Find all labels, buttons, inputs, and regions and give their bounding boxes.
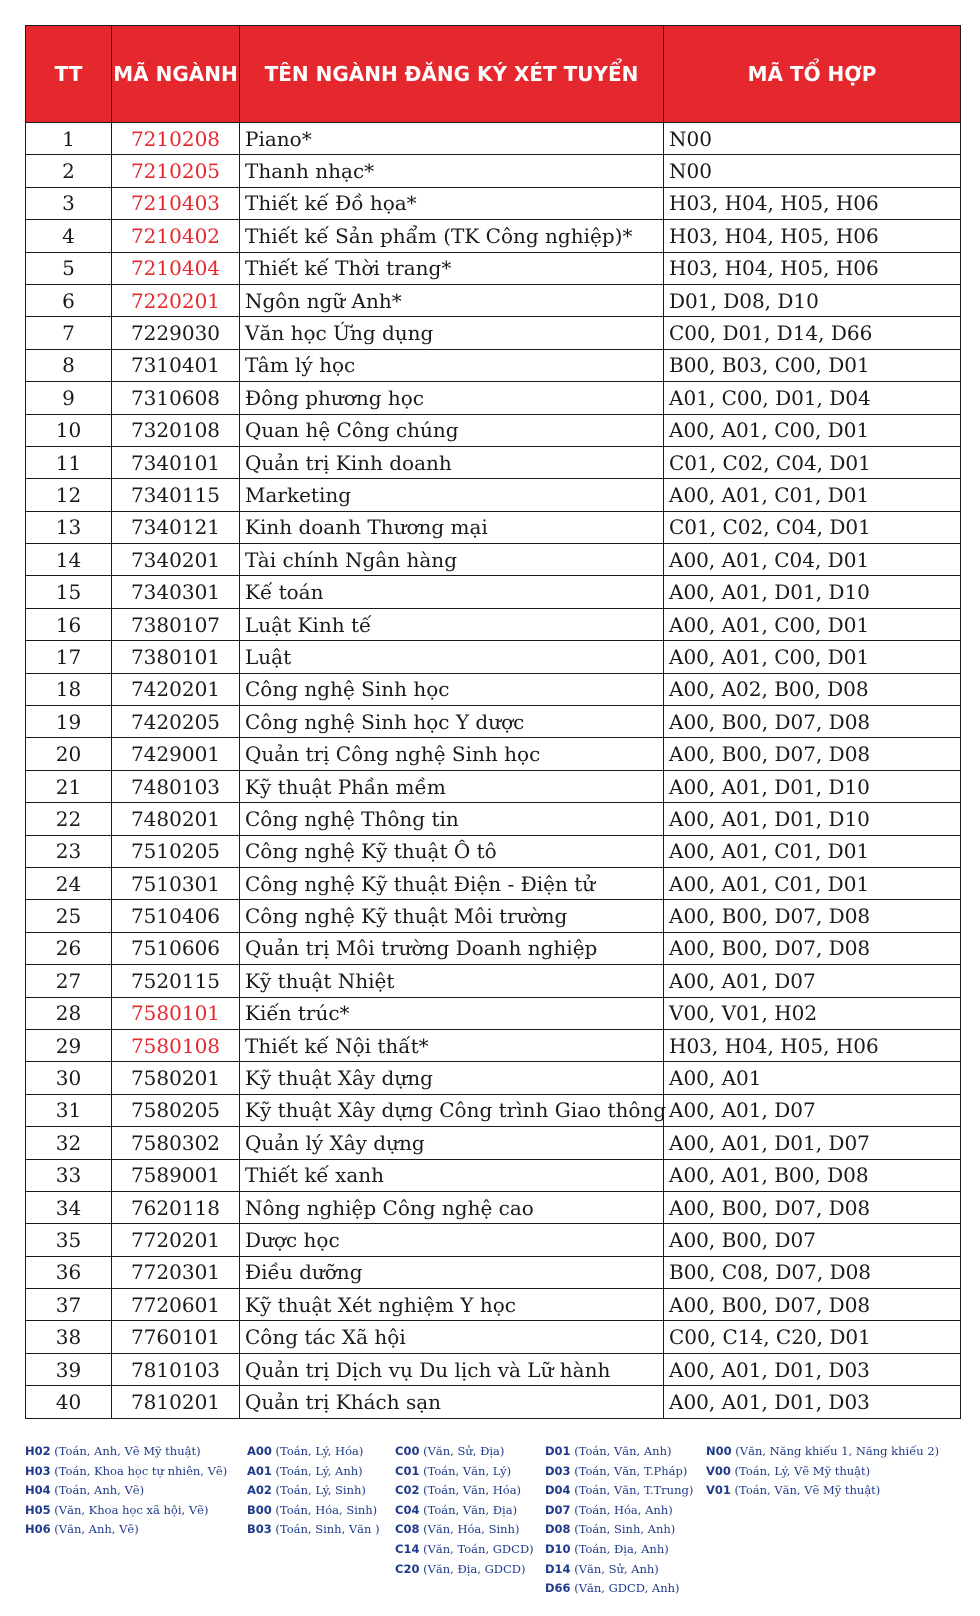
legend-code: C02 xyxy=(395,1483,420,1498)
major-code: 7229030 xyxy=(112,317,240,349)
legend-code: C04 xyxy=(395,1502,420,1517)
legend-item xyxy=(545,1520,693,1540)
table-row xyxy=(26,1094,961,1126)
table-row xyxy=(26,706,961,738)
major-name: Tâm lý học xyxy=(240,349,664,381)
major-name: Kỹ thuật Nhiệt xyxy=(240,965,664,997)
legend-description: (Toán, Khoa học tự nhiên, Vẽ) xyxy=(50,1463,228,1478)
major-name: Quản trị Kinh doanh xyxy=(240,446,664,478)
row-number: 3 xyxy=(26,187,112,219)
major-code: 7580201 xyxy=(112,1062,240,1094)
major-code: 7340101 xyxy=(112,446,240,478)
combination-codes: H03, H04, H05, H06 xyxy=(664,252,961,284)
legend-code: D07 xyxy=(545,1502,571,1517)
table-row xyxy=(26,1062,961,1094)
legend-description: (Toán, Hóa, Sinh) xyxy=(271,1502,378,1517)
legend-item xyxy=(395,1501,534,1521)
legend-description: (Toán, Hóa, Anh) xyxy=(570,1502,673,1517)
legend-code: D08 xyxy=(545,1522,571,1537)
legend-item xyxy=(247,1462,380,1482)
row-number: 28 xyxy=(26,997,112,1029)
major-code: 7760101 xyxy=(112,1321,240,1353)
legend-code: C00 xyxy=(395,1444,420,1458)
major-code: 7720601 xyxy=(112,1289,240,1321)
row-number: 40 xyxy=(26,1386,112,1418)
legend-description: (Toán, Anh, Vẽ) xyxy=(50,1483,145,1498)
table-row xyxy=(26,770,961,802)
table-body xyxy=(26,123,961,1419)
major-name: Piano* xyxy=(240,123,664,155)
major-code: 7580101 xyxy=(112,997,240,1029)
table-row xyxy=(26,123,961,155)
table-row xyxy=(26,511,961,543)
legend-code: H04 xyxy=(25,1483,51,1498)
legend-description: (Toán, Lý, Sinh) xyxy=(271,1483,366,1498)
major-name: Thiết kế Nội thất* xyxy=(240,1029,664,1061)
legend-item xyxy=(545,1462,693,1482)
major-code: 7210208 xyxy=(112,123,240,155)
major-code: 7510406 xyxy=(112,900,240,932)
table-row xyxy=(26,1321,961,1353)
combination-codes: D01, D08, D10 xyxy=(664,284,961,316)
major-code: 7480103 xyxy=(112,770,240,802)
combination-codes: A00, B00, D07, D08 xyxy=(664,706,961,738)
legend-item xyxy=(247,1481,380,1501)
table-row xyxy=(26,1191,961,1223)
combination-codes: N00 xyxy=(664,123,961,155)
major-name: Công nghệ Kỹ thuật Điện - Điện tử xyxy=(240,867,664,899)
legend-code: A02 xyxy=(247,1483,272,1498)
legend-code: D03 xyxy=(545,1463,571,1478)
legend-description: (Toán, Văn, Hóa) xyxy=(419,1483,522,1498)
legend-code: H03 xyxy=(25,1463,51,1478)
legend-item xyxy=(247,1501,380,1521)
legend-code: V00 xyxy=(706,1463,731,1478)
combination-codes: A00, A01, C01, D01 xyxy=(664,835,961,867)
major-code: 7310401 xyxy=(112,349,240,381)
legend-item xyxy=(247,1442,380,1462)
legend-item xyxy=(25,1442,227,1462)
row-number: 32 xyxy=(26,1127,112,1159)
table-row xyxy=(26,1256,961,1288)
major-name: Quản lý Xây dựng xyxy=(240,1127,664,1159)
major-name: Công nghệ Kỹ thuật Ô tô xyxy=(240,835,664,867)
row-number: 39 xyxy=(26,1353,112,1385)
combination-codes: A00, B00, D07 xyxy=(664,1224,961,1256)
legend-item xyxy=(25,1520,227,1540)
combination-codes: A00, A01, C00, D01 xyxy=(664,641,961,673)
legend-description: (Toán, Địa, Anh) xyxy=(570,1541,669,1556)
major-name: Kế toán xyxy=(240,576,664,608)
combination-codes: A00, A01, D01, D07 xyxy=(664,1127,961,1159)
legend-description: (Văn, Anh, Vẽ) xyxy=(50,1522,139,1537)
table-row xyxy=(26,900,961,932)
major-name: Công tác Xã hội xyxy=(240,1321,664,1353)
row-number: 37 xyxy=(26,1289,112,1321)
combination-codes: A00, A01, C01, D01 xyxy=(664,867,961,899)
row-number: 12 xyxy=(26,479,112,511)
major-name: Luật xyxy=(240,641,664,673)
row-number: 20 xyxy=(26,738,112,770)
legend-item xyxy=(395,1442,534,1462)
legend-code: B00 xyxy=(247,1502,272,1517)
row-number: 10 xyxy=(26,414,112,446)
major-name: Thiết kế Đồ họa* xyxy=(240,187,664,219)
legend-description: (Văn, Khoa học xã hội, Vẽ) xyxy=(50,1502,209,1517)
major-name: Công nghệ Thông tin xyxy=(240,803,664,835)
combination-codes: A00, A01, B00, D08 xyxy=(664,1159,961,1191)
legend-code: D04 xyxy=(545,1483,571,1498)
legend-description: (Toán, Lý, Hóa) xyxy=(271,1444,364,1458)
row-number: 18 xyxy=(26,673,112,705)
row-number: 36 xyxy=(26,1256,112,1288)
major-name: Thiết kế Sản phẩm (TK Công nghiệp)* xyxy=(240,220,664,252)
major-code: 7720301 xyxy=(112,1256,240,1288)
major-code: 7510606 xyxy=(112,932,240,964)
table-row xyxy=(26,187,961,219)
major-name: Luật Kinh tế xyxy=(240,608,664,640)
major-name: Công nghệ Kỹ thuật Môi trường xyxy=(240,900,664,932)
table-row xyxy=(26,446,961,478)
major-code: 7589001 xyxy=(112,1159,240,1191)
legend-description: (Toán, Văn, T.Trung) xyxy=(570,1483,694,1498)
legend-code: V01 xyxy=(706,1483,731,1498)
legend-description: (Văn, Năng khiếu 1, Năng khiếu 2) xyxy=(731,1444,940,1458)
legend-item xyxy=(395,1462,534,1482)
major-name: Kỹ thuật Phần mềm xyxy=(240,770,664,802)
major-name: Công nghệ Sinh học Y dược xyxy=(240,706,664,738)
row-number: 9 xyxy=(26,382,112,414)
row-number: 23 xyxy=(26,835,112,867)
major-code: 7340201 xyxy=(112,544,240,576)
combination-codes: C00, D01, D14, D66 xyxy=(664,317,961,349)
major-code: 7510301 xyxy=(112,867,240,899)
major-name: Kiến trúc* xyxy=(240,997,664,1029)
legend-code: D01 xyxy=(545,1444,571,1458)
major-name: Marketing xyxy=(240,479,664,511)
legend-item xyxy=(25,1481,227,1501)
major-code: 7210205 xyxy=(112,155,240,187)
table-row xyxy=(26,544,961,576)
combination-codes: A00, A01, D07 xyxy=(664,1094,961,1126)
major-name: Điều dưỡng xyxy=(240,1256,664,1288)
legend-code: C08 xyxy=(395,1522,420,1537)
major-code: 7340115 xyxy=(112,479,240,511)
table-row xyxy=(26,641,961,673)
table-row xyxy=(26,835,961,867)
legend-description: (Toán, Văn, Vẽ Mỹ thuật) xyxy=(730,1483,881,1498)
legend-column-nv xyxy=(706,1442,939,1501)
combination-codes: C00, C14, C20, D01 xyxy=(664,1321,961,1353)
table-row xyxy=(26,608,961,640)
legend-description: (Toán, Văn, T.Pháp) xyxy=(570,1463,688,1478)
table-row xyxy=(26,1159,961,1191)
legend-description: (Toán, Văn, Anh) xyxy=(570,1444,672,1458)
legend-column-ab xyxy=(247,1442,380,1540)
admission-table xyxy=(25,25,961,1419)
combination-codes: B00, C08, D07, D08 xyxy=(664,1256,961,1288)
legend-code: H02 xyxy=(25,1444,51,1458)
table-row xyxy=(26,317,961,349)
major-code: 7210402 xyxy=(112,220,240,252)
legend-item xyxy=(545,1540,693,1560)
row-number: 14 xyxy=(26,544,112,576)
legend-column-c xyxy=(395,1442,534,1579)
table-row xyxy=(26,414,961,446)
table-row xyxy=(26,576,961,608)
legend-item xyxy=(395,1560,534,1580)
legend-description: (Văn, Địa, GDCD) xyxy=(419,1561,526,1576)
major-code: 7810201 xyxy=(112,1386,240,1418)
legend-description: (Toán, Lý, Vẽ Mỹ thuật) xyxy=(730,1463,871,1478)
major-name: Quản trị Công nghệ Sinh học xyxy=(240,738,664,770)
legend-item xyxy=(545,1501,693,1521)
table-row xyxy=(26,1127,961,1159)
combination-codes: A00, B00, D07, D08 xyxy=(664,900,961,932)
major-name: Thanh nhạc* xyxy=(240,155,664,187)
combination-codes: A00, A01 xyxy=(664,1062,961,1094)
major-name: Quan hệ Công chúng xyxy=(240,414,664,446)
header-combo: MÃ TỔ HỢP xyxy=(664,26,961,123)
major-name: Dược học xyxy=(240,1224,664,1256)
legend-code: D10 xyxy=(545,1541,571,1556)
major-code: 7480201 xyxy=(112,803,240,835)
legend-description: (Văn, Sử, Anh) xyxy=(570,1561,659,1576)
legend-description: (Toán, Văn, Lý) xyxy=(419,1463,512,1478)
combination-codes: C01, C02, C04, D01 xyxy=(664,511,961,543)
major-name: Tài chính Ngân hàng xyxy=(240,544,664,576)
legend-description: (Toán, Sinh, Anh) xyxy=(570,1522,676,1537)
legend-code: C01 xyxy=(395,1463,420,1478)
major-name: Công nghệ Sinh học xyxy=(240,673,664,705)
row-number: 5 xyxy=(26,252,112,284)
legend-code: H06 xyxy=(25,1522,51,1537)
table-row xyxy=(26,965,961,997)
legend-description: (Toán, Văn, Địa) xyxy=(419,1502,518,1517)
table-row xyxy=(26,1353,961,1385)
major-name: Kỹ thuật Xây dựng xyxy=(240,1062,664,1094)
legend-item xyxy=(395,1520,534,1540)
combination-codes: B00, B03, C00, D01 xyxy=(664,349,961,381)
table-row xyxy=(26,1289,961,1321)
row-number: 29 xyxy=(26,1029,112,1061)
row-number: 26 xyxy=(26,932,112,964)
major-code: 7580205 xyxy=(112,1094,240,1126)
row-number: 16 xyxy=(26,608,112,640)
legend-description: (Văn, Sử, Địa) xyxy=(419,1444,505,1458)
combination-codes: A00, A01, D01, D10 xyxy=(664,803,961,835)
major-code: 7420201 xyxy=(112,673,240,705)
legend-code: A01 xyxy=(247,1463,272,1478)
major-code: 7510205 xyxy=(112,835,240,867)
row-number: 2 xyxy=(26,155,112,187)
row-number: 6 xyxy=(26,284,112,316)
row-number: 30 xyxy=(26,1062,112,1094)
legend-item xyxy=(25,1501,227,1521)
table-row xyxy=(26,803,961,835)
major-code: 7340121 xyxy=(112,511,240,543)
table-row xyxy=(26,1386,961,1418)
table-row xyxy=(26,673,961,705)
combination-codes: A01, C00, D01, D04 xyxy=(664,382,961,414)
legend-item xyxy=(706,1442,939,1462)
table-row xyxy=(26,349,961,381)
table-row xyxy=(26,382,961,414)
legend-code: C20 xyxy=(395,1561,420,1576)
table-row xyxy=(26,932,961,964)
legend-code: C14 xyxy=(395,1541,420,1556)
major-code: 7580302 xyxy=(112,1127,240,1159)
combination-codes: A00, A01, C04, D01 xyxy=(664,544,961,576)
major-code: 7720201 xyxy=(112,1224,240,1256)
legend-description: (Văn, Toán, GDCD) xyxy=(419,1541,534,1556)
major-code: 7380101 xyxy=(112,641,240,673)
row-number: 27 xyxy=(26,965,112,997)
major-name: Quản trị Dịch vụ Du lịch và Lữ hành xyxy=(240,1353,664,1385)
row-number: 25 xyxy=(26,900,112,932)
major-name: Kỹ thuật Xây dựng Công trình Giao thông xyxy=(240,1094,664,1126)
combination-codes: A00, A01, D01, D03 xyxy=(664,1353,961,1385)
combination-codes: A00, A01, C00, D01 xyxy=(664,608,961,640)
row-number: 15 xyxy=(26,576,112,608)
legend-description: (Toán, Lý, Anh) xyxy=(271,1463,363,1478)
major-code: 7210403 xyxy=(112,187,240,219)
legend-item xyxy=(545,1560,693,1580)
combination-codes: A00, A01, D07 xyxy=(664,965,961,997)
major-name: Quản trị Khách sạn xyxy=(240,1386,664,1418)
row-number: 19 xyxy=(26,706,112,738)
major-code: 7429001 xyxy=(112,738,240,770)
major-code: 7620118 xyxy=(112,1191,240,1223)
legend-description: (Toán, Sinh, Văn ) xyxy=(271,1522,380,1537)
combination-codes: A00, A02, B00, D08 xyxy=(664,673,961,705)
row-number: 8 xyxy=(26,349,112,381)
major-code: 7810103 xyxy=(112,1353,240,1385)
row-number: 22 xyxy=(26,803,112,835)
table-row xyxy=(26,220,961,252)
table-header xyxy=(26,26,961,123)
major-code: 7210404 xyxy=(112,252,240,284)
table-row xyxy=(26,1029,961,1061)
major-code: 7340301 xyxy=(112,576,240,608)
row-number: 7 xyxy=(26,317,112,349)
legend-item xyxy=(395,1540,534,1560)
combination-codes: A00, B00, D07, D08 xyxy=(664,738,961,770)
major-name: Thiết kế Thời trang* xyxy=(240,252,664,284)
legend-code: D14 xyxy=(545,1561,571,1576)
row-number: 35 xyxy=(26,1224,112,1256)
combination-codes: A00, A01, C00, D01 xyxy=(664,414,961,446)
major-name: Ngôn ngữ Anh* xyxy=(240,284,664,316)
row-number: 38 xyxy=(26,1321,112,1353)
legend-item xyxy=(545,1442,693,1462)
legend-description: (Văn, GDCD, Anh) xyxy=(570,1581,680,1596)
legend-column-h xyxy=(25,1442,227,1540)
major-code: 7580108 xyxy=(112,1029,240,1061)
combination-codes: H03, H04, H05, H06 xyxy=(664,187,961,219)
legend-item xyxy=(247,1520,380,1540)
major-code: 7420205 xyxy=(112,706,240,738)
table-row xyxy=(26,867,961,899)
combination-codes: A00, B00, D07, D08 xyxy=(664,1191,961,1223)
header-tt: TT xyxy=(26,26,112,123)
major-name: Kỹ thuật Xét nghiệm Y học xyxy=(240,1289,664,1321)
legend-item xyxy=(545,1579,693,1599)
major-name: Nông nghiệp Công nghệ cao xyxy=(240,1191,664,1223)
header-name: TÊN NGÀNH ĐĂNG KÝ XÉT TUYỂN xyxy=(240,26,664,123)
row-number: 4 xyxy=(26,220,112,252)
row-number: 33 xyxy=(26,1159,112,1191)
combination-codes: C01, C02, C04, D01 xyxy=(664,446,961,478)
table-row xyxy=(26,997,961,1029)
combination-codes: A00, B00, D07, D08 xyxy=(664,1289,961,1321)
legend-item xyxy=(706,1481,939,1501)
legend-code: D66 xyxy=(545,1581,571,1596)
row-number: 24 xyxy=(26,867,112,899)
major-code: 7220201 xyxy=(112,284,240,316)
combination-codes: A00, B00, D07, D08 xyxy=(664,932,961,964)
row-number: 31 xyxy=(26,1094,112,1126)
combination-codes: A00, A01, D01, D03 xyxy=(664,1386,961,1418)
legend-code: N00 xyxy=(706,1444,732,1458)
major-name: Văn học Ứng dụng xyxy=(240,317,664,349)
major-name: Thiết kế xanh xyxy=(240,1159,664,1191)
table-row xyxy=(26,738,961,770)
legend-code: B03 xyxy=(247,1522,272,1537)
major-name: Quản trị Môi trường Doanh nghiệp xyxy=(240,932,664,964)
row-number: 11 xyxy=(26,446,112,478)
combination-codes: H03, H04, H05, H06 xyxy=(664,220,961,252)
row-number: 21 xyxy=(26,770,112,802)
row-number: 34 xyxy=(26,1191,112,1223)
legend-item xyxy=(706,1462,939,1482)
legend-code: A00 xyxy=(247,1444,272,1458)
major-code: 7380107 xyxy=(112,608,240,640)
combination-codes: N00 xyxy=(664,155,961,187)
major-code: 7310608 xyxy=(112,382,240,414)
combination-codes: V00, V01, H02 xyxy=(664,997,961,1029)
legend-item xyxy=(25,1462,227,1482)
combination-codes: H03, H04, H05, H06 xyxy=(664,1029,961,1061)
combination-codes: A00, A01, D01, D10 xyxy=(664,576,961,608)
major-name: Đông phương học xyxy=(240,382,664,414)
combination-codes: A00, A01, C01, D01 xyxy=(664,479,961,511)
legend-column-d xyxy=(545,1442,693,1599)
table-row xyxy=(26,479,961,511)
major-code: 7520115 xyxy=(112,965,240,997)
legend-description: (Văn, Hóa, Sinh) xyxy=(419,1522,520,1537)
table-row xyxy=(26,155,961,187)
table-row xyxy=(26,284,961,316)
table-row xyxy=(26,1224,961,1256)
combination-codes: A00, A01, D01, D10 xyxy=(664,770,961,802)
row-number: 17 xyxy=(26,641,112,673)
row-number: 1 xyxy=(26,123,112,155)
legend-description: (Toán, Anh, Vẽ Mỹ thuật) xyxy=(50,1444,201,1458)
row-number: 13 xyxy=(26,511,112,543)
major-name: Kinh doanh Thương mại xyxy=(240,511,664,543)
legend-code: H05 xyxy=(25,1502,51,1517)
legend-item xyxy=(395,1481,534,1501)
legend-item xyxy=(545,1481,693,1501)
table-row xyxy=(26,252,961,284)
header-code: MÃ NGÀNH xyxy=(112,26,240,123)
major-code: 7320108 xyxy=(112,414,240,446)
